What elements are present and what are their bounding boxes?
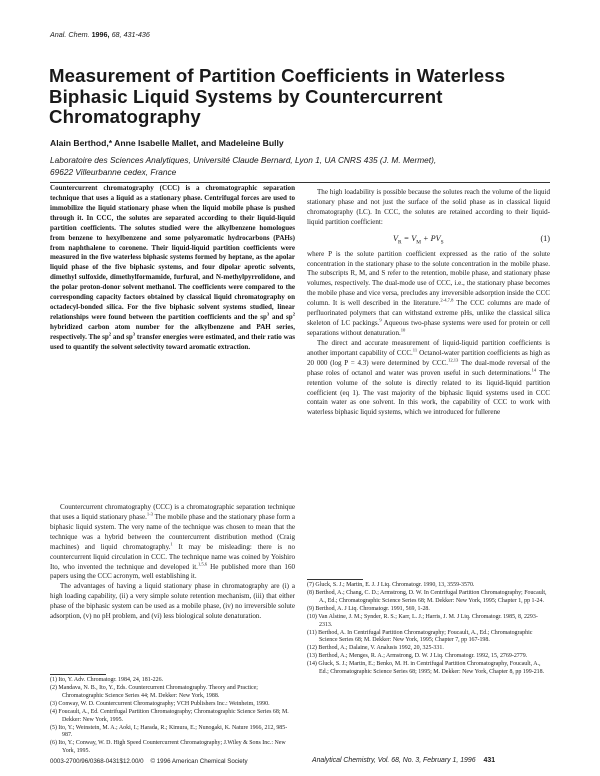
abstract-text: Countercurrent chromatography (CCC) is a chromatographic separation technique that uses a liquid as a stationary phase. Centrifugal forces are used to immobilize the liquid stationary phase when the liquid mobile phase is pushed through it. In CCC, the solutes are separated according to their liquid-liquid partition coefficients. The solutes studied were the alkylbenzene homologues from benzene to hexylbenzene and some polyaromatic hydrocarbons (PAHs) from naphthalene to coronene. Their liquid-liquid partition coefficients were measured in the five waterless biphasic systems formed by heptane, as the apolar liquid phase of the five biphasic systems, and four dipolar aprotic solvents, dimethyl sulfoxide, dimethylformamide, furfural, and N-methylpyrrolidone, and the polar proton-donor solvent methanol. The coefficients were compared to the corresponding capacity factors obtained by classical liquid chromatography on octadecyl-bonded silica. For the five biphasic solvent systems studied, linear relationships were found between the partition coefficients and the sp (50, 184, 295, 321)
paragraph-text: The retention volume of the solute is directly related to its liquid-liquid partition coefficient (eq 1). The vast majority of the biphasic liquid systems used in CCC contain water as one solvent. In this work, the capability of CCC to work with waterless biphasic liquid systems, which we introduced for fullerene (307, 368, 550, 417)
superscript: 3 (266, 311, 270, 317)
reference-item: (3) Conway, W. D. Countercurrent Chromatography; VCH Publishers Inc.: Weinheim, 1990. (50, 700, 270, 707)
paragraph (50, 503, 295, 582)
paragraph: The high loadability is possible because the solutes reach the volume of the liquid stationary phase and not just the surface of the solid phase as in classical liquid chromatography (LC). In CCC, the solutes are retained according to their liquid-liquid partition coefficient: (307, 188, 550, 226)
reference-item: (5) Ito, Y.; Weinstein, M. A.; Aoki, I.; Harada, R.; Kimura, E.; Nunogaki, K. Nature 1966, 212, 985-987. (50, 724, 288, 739)
references-right (307, 582, 550, 677)
citation-marker: 10 (400, 327, 406, 333)
title-line: Chromatography (49, 106, 201, 127)
reference-item: (6) Ito, Y.; Conway, W. D. High Speed Countercurrent Chromatography; J.Wiley & Sons Inc.: New York, 1995. (50, 740, 286, 755)
reference-item: (1) Ito, Y. Adv. Chromatogr. 1984, 24, 181-226. (50, 677, 164, 683)
paragraph (307, 339, 550, 418)
paragraph (307, 250, 550, 339)
paragraph-text: Octanol-water partition coefficients as high as 20 000 (log P = 4.3) were determined by CCC. (307, 348, 550, 367)
references-left (50, 677, 295, 756)
reference-item: (10) Van Alstine, J. M.; Synder, R. S.; Karr, L. J.; Harris, J. M. J Liq. Chromatogr. 1985, 8, 2293-2313. (307, 613, 538, 628)
citation-marker: 9 (379, 317, 382, 323)
reference-item: (14) Gluck, S. J.; Martin, E.; Benko, M. H. in Centrifugal Partition Chromatography, Foucault, A., Ed.; Chromatographic Science Series 68; 1995; M. Dekker: New York, Chapter 8, pp 199-218. (307, 661, 545, 676)
superscript: 2 (292, 311, 295, 317)
affiliation (50, 155, 436, 178)
paragraph-text: He published more than 160 papers using the CCC acronym, well establishing it. (50, 562, 295, 581)
abstract-text: and sp (111, 332, 133, 341)
references-divider (307, 579, 363, 580)
body-right-column (307, 184, 550, 418)
journal-name: Anal. Chem. (50, 30, 90, 39)
paragraph-text: where P is the solute partition coefficient expressed as the ratio of the solute concentration in the stationary phase to the solute concentration in the mobile phase. The subscripts R, M, and S refer to the retention, mobile phase, and stationary phase volumes, respectively. The dual-mode use of CCC, i.e., the stationary phase becomes the mobile phase and vice versa, precludes any irreversible adsorption inside the CCC column. It is well described in the literature. (307, 249, 550, 308)
references-divider (50, 674, 106, 675)
author-list: Alain Berthod,* Anne Isabelle Mallet, and Madeleine Bully (50, 138, 284, 148)
title-line: Measurement of Partition Coefficients in Waterless (49, 65, 506, 86)
footer-journal: Analytical Chemistry, Vol. 68, No. 3, February 1, 1996 (312, 757, 476, 764)
citation-marker: 11 (412, 347, 418, 353)
reference-item: (9) Berthod, A. J Liq. Chromatogr. 1991, 569, 1-28. (307, 605, 430, 612)
copyright-line: 0003-2700/96/0368-0431$12.00/0 © 1996 American Chemical Society (50, 758, 248, 765)
reference-item: (2) Mandava, N. B., Ito, Y., Eds. Countercurrent Chromatography. Theory and Practice; Chromatographic Science Series 44; M. Dekker: New York, 1988. (50, 684, 258, 699)
body-left-column (50, 503, 295, 622)
abstract-text: and sp (269, 312, 293, 321)
citation-marker: 12,13 (448, 357, 459, 363)
citation-marker: 1-3 (146, 511, 153, 517)
paragraph-text: Countercurrent chromatography (CCC) is a chromatographic separation technique that uses a liquid stationary phase. (50, 503, 295, 521)
abstract-text: transfer energies were estimated, and their ratio was used to quantify the solvent selectivity toward aromatic extraction. (50, 332, 296, 351)
reference-item: (11) Berthod, A. In Centrifugal Partition Chromatography; Foucault, A., Ed.; Chromatographic Science Series 68; M. Dekker: New York, 1995; Chapter 7, pp 167-198. (307, 629, 533, 644)
affiliation-line: Laboratoire des Sciences Analytiques, Université Claude Bernard, Lyon 1, UA CNRS 435 (J. M. Mermet), (50, 155, 437, 165)
paragraph-text: It may be misleading: there is no countercurrent liquid circulation in CCC. The technique name was coined by Yoishiro Ito, who invented the technique and developed it. (50, 542, 295, 571)
equation-number: (1) (540, 233, 550, 243)
reference-item: (8) Berthod, A.; Chang, C. D.; Armstrong, D. W. In Centrifugal Partition Chromatography; Foucault, A., Ed.; Chromatographic Science Series 68; M. Dekker: New York, 1995; Chapter 1, pp 1-24. (307, 589, 547, 604)
superscript: 3 (132, 331, 136, 337)
reference-item: (13) Berthod, A.; Menges, R. A.; Armstrong, D. W. J Liq. Chromatogr. 1992, 15, 2769-2779. (307, 653, 528, 660)
paragraph-text: The dual-mode reversal of the phase roles of octanol and water was proven useful in such determinations. (307, 358, 550, 377)
reference-item: (7) Gluck, S. J.; Martin, E. J. J Liq. Chromatogr. 1990, 13, 3559-3570. (307, 582, 475, 588)
citation-marker: 1,5,6 (197, 561, 208, 567)
abstract (50, 184, 295, 353)
paragraph: The advantages of having a liquid stationary phase in chromatography are (i) a high loading capability, (ii) a very simple solute retention mechanism, (iii) that either phase of the biphasic system can be used as a mobile phase, (iv) no irreversible solute adsorption, (v) no pH problem, and (vi) less biological solute denaturation. (50, 582, 295, 621)
journal-year: 1996, (91, 30, 110, 39)
reference-item: (4) Foucault, A., Ed. Centrifugal Partition Chromatography; Chromatographic Science Series 68; M. Dekker: New York, 1995. (50, 708, 289, 723)
paragraph-text: Aqueous two-phase systems were used for protein or cell separations without denaturation. (307, 319, 550, 337)
journal-pages: 68, 431-436 (111, 30, 150, 39)
journal-citation (50, 30, 150, 39)
citation-marker: 14 (531, 367, 537, 373)
reference-item: (12) Berthod, A.; Dalaine, V. Analusis 1992, 20, 325-331. (307, 645, 444, 652)
affiliation-line: 69622 Villeurbanne cedex, France (50, 166, 177, 177)
equation-expression: $V_R = V_M + PV_S$ (393, 233, 444, 246)
citation-marker: 1 (170, 541, 173, 547)
equation-1 (307, 234, 550, 244)
article-title (49, 66, 569, 128)
page-number: 431 (483, 757, 496, 764)
paragraph-text: The CCC columns are made of perfluorinated polymers that can withstand extreme pHs, unlike the classical silica skeleton of LC packings. (307, 299, 550, 328)
abstract-text: hybridized carbon atom number for the alkylbenzene and PAH series, respectively. The sp (50, 322, 295, 341)
paragraph-text: The direct and accurate measurement of liquid-liquid partition coefficients is another important capability of CCC. (307, 338, 550, 357)
citation-marker: 2-4,7,8 (440, 297, 454, 303)
superscript: 2 (108, 331, 112, 337)
page-footer (312, 757, 495, 764)
title-line: Biphasic Liquid Systems by Countercurrent (49, 85, 443, 107)
header-divider (50, 182, 550, 183)
paragraph-text: The mobile phase and the stationary phase form a biphasic liquid system. The very name of the technique was chosen to mean that the technique was a hybrid between the countercurrent distribution method (Craig machines) and liquid chromatography. (50, 512, 295, 551)
